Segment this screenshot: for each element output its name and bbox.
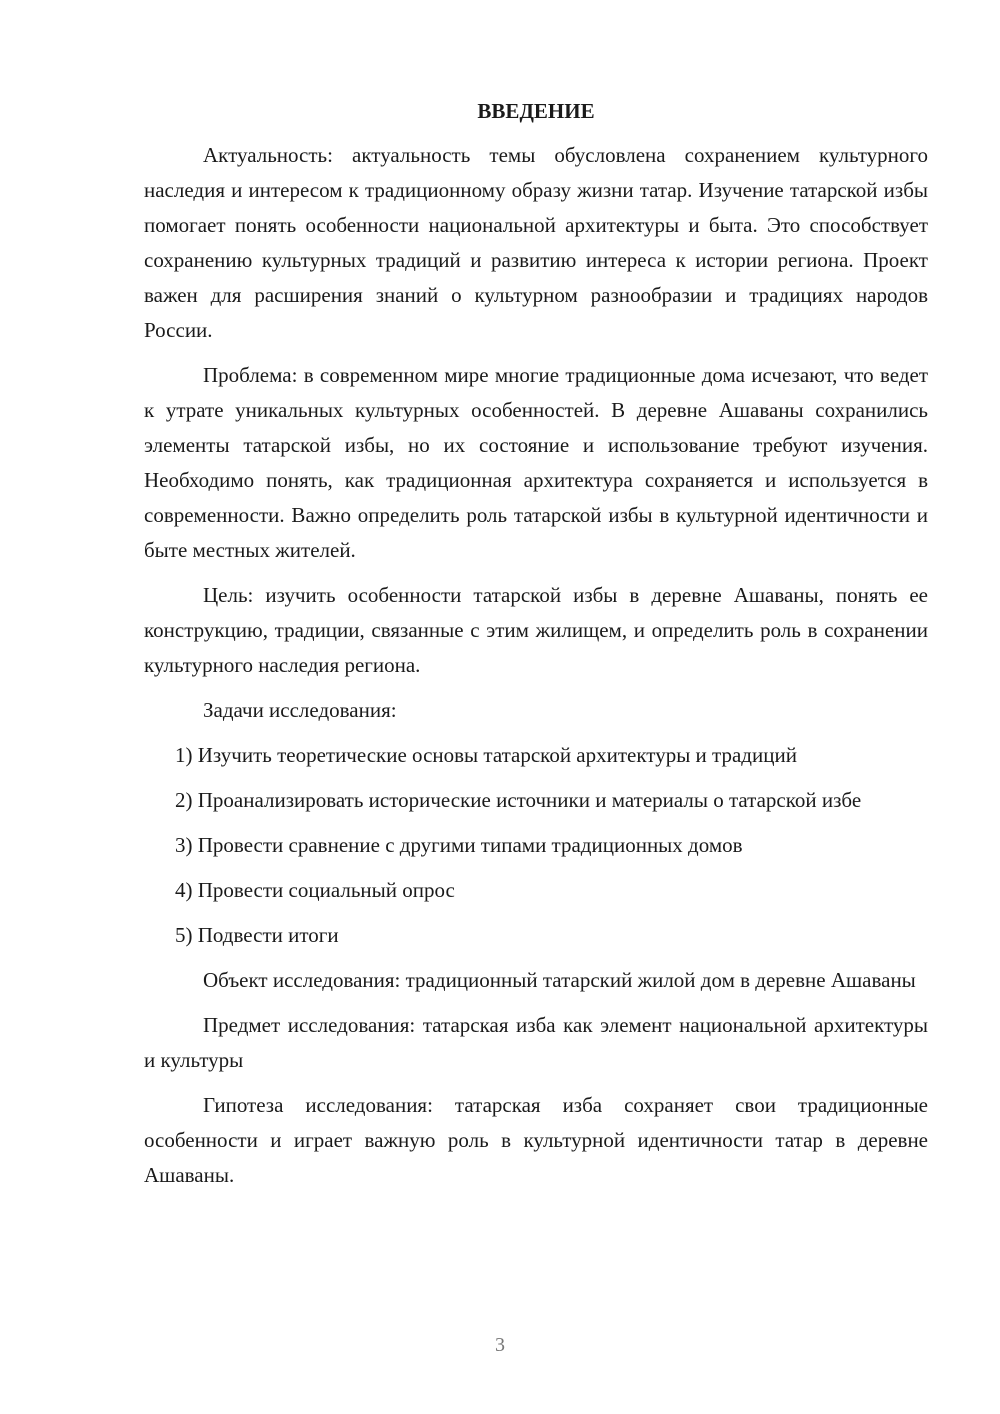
section-heading: ВВЕДЕНИЕ (477, 99, 595, 123)
object-paragraph: Объект исследования: традиционный татарский жилой дом в деревне Ашаваны (203, 968, 916, 992)
problem-paragraph: Проблема: в современном мире многие традиционные дома исчезают, что ведет к утрате уникальных культурных особенностей. В деревне Ашаваны сохранились элементы татарской избы, но их состояние и использование требуют изучения. Необходимо понять, как традиционная архитектура сохраняется и используется в современности. Важно определить роль татарской избы в культурной идентичности и быте местных жителей. (144, 363, 928, 562)
task-item: 3) Провести сравнение с другими типами традиционных домов (175, 833, 743, 857)
task-item: 5) Подвести итоги (175, 923, 339, 947)
page-number: 3 (495, 1334, 505, 1356)
hypothesis-paragraph: Гипотеза исследования: татарская изба сохраняет свои традиционные особенности и играет важную роль в культурной идентичности татар в деревне Ашаваны. (144, 1093, 928, 1187)
subject-paragraph: Предмет исследования: татарская изба как элемент национальной архитектуры и культуры (144, 1013, 928, 1072)
relevance-paragraph: Актуальность: актуальность темы обусловлена сохранением культурного наследия и интересом к традиционному образу жизни татар. Изучение татарской избы помогает понять особенности национальной архитектуры и быта. Это способствует сохранению культурных традиций и развитию интереса к истории региона. Проект важен для расширения знаний о культурном разнообразии и традициях народов России. (144, 143, 928, 342)
task-item: 2) Проанализировать исторические источники и материалы о татарской избе (175, 788, 862, 812)
task-item: 4) Провести социальный опрос (175, 878, 455, 902)
document-page (144, 96, 928, 1193)
tasks-title: Задачи исследования: (203, 698, 397, 722)
tasks-list (144, 738, 928, 953)
task-item: 1) Изучить теоретические основы татарской архитектуры и традиций (175, 743, 797, 767)
goal-paragraph: Цель: изучить особенности татарской избы в деревне Ашаваны, понять ее конструкцию, традиции, связанные с этим жилищем, и определить роль в сохранении культурного наследия региона. (144, 583, 928, 677)
